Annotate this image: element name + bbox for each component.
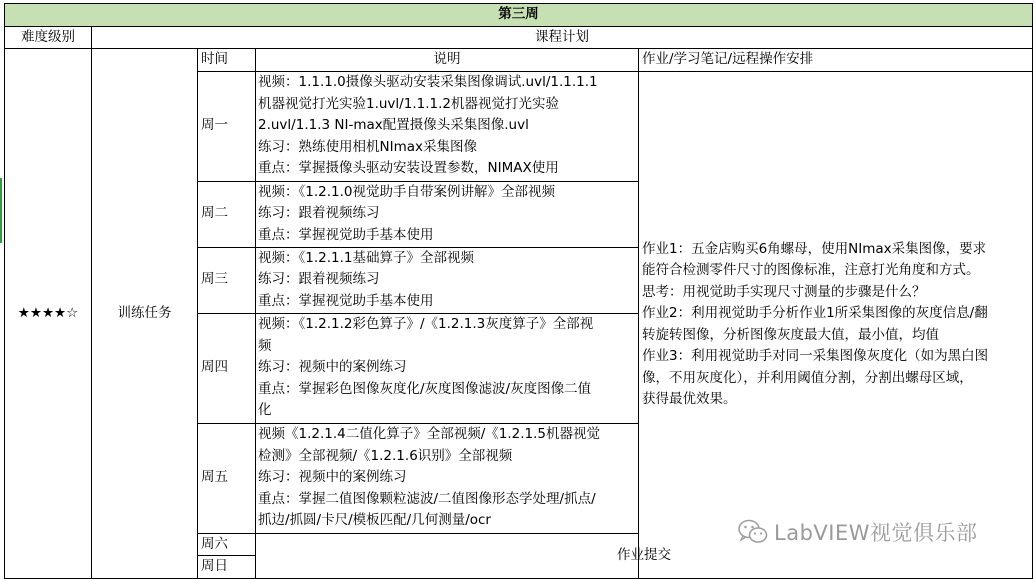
description-line: 练习：跟着视频练习 — [258, 205, 380, 222]
homework-line: 作业1：五金店购买6角螺母，使用NImax采集图像，要求 — [642, 240, 987, 257]
watermark — [738, 517, 978, 547]
course-plan-table — [4, 3, 1033, 579]
homework-line: 作业3：利用视觉助手对同一采集图像灰度化（如为黑白图 — [642, 348, 989, 364]
homework-line: 能符合检测零件尺寸的图像标准，注意打光角度和方式。 — [642, 262, 980, 278]
description-line: 练习：熟练使用相机NImax采集图像 — [258, 138, 477, 155]
header-row — [5, 26, 1033, 49]
day-description — [256, 423, 639, 533]
homework-line: 转旋转图像，分析图像灰度最大值，最小值，均值 — [642, 326, 939, 343]
description-line: 机器视觉打光实验1.uvl/1.1.1.2机器视觉打光实验 — [258, 95, 559, 112]
description-line: 重点：掌握摄像头驱动安装设置参数，NIMAX使用 — [258, 160, 559, 177]
description-line: 练习：视频中的案例练习 — [258, 359, 407, 376]
day-label: 周四 — [198, 313, 256, 423]
homework-line: 作业2：利用视觉助手分析作业1所采集图像的灰度信息/翻 — [642, 305, 988, 321]
wechat-icon — [738, 519, 768, 545]
day-label: 周日 — [198, 556, 256, 579]
description-line: 抓边/抓圆/卡尺/模板匹配/几何测量/ocr — [258, 512, 491, 529]
description-header: 说明 — [256, 49, 639, 72]
title-row — [5, 4, 1033, 27]
description-line: 视频：《1.2.1.0视觉助手自带案例讲解》全部视频 — [258, 183, 555, 200]
submit-homework: 作业提交 — [256, 533, 1033, 578]
day-description — [256, 71, 639, 181]
description-line: 频 — [258, 337, 272, 354]
homework-line: 思考：用视觉助手实现尺寸测量的步骤是什么？ — [642, 283, 926, 300]
description-line: 视频：1.1.1.0摄像头驱动安装采集图像调试.uvl/1.1.1.1 — [258, 74, 598, 91]
description-line: 视频《1.2.1.4二值化算子》全部视频/《1.2.1.5机器视觉 — [258, 426, 601, 443]
description-line: 视频：《1.2.1.1基础算子》全部视频 — [258, 249, 474, 266]
description-line: 重点：掌握二值图像颗粒滤波/二值图像形态学处理/抓点/ — [258, 490, 596, 507]
day-label: 周三 — [198, 247, 256, 313]
day-label: 周六 — [198, 533, 256, 556]
time-header: 时间 — [198, 49, 256, 72]
difficulty-stars: ★★★★☆ — [5, 49, 92, 579]
left-edge-marker — [0, 178, 2, 243]
description-line: 练习：跟着视频练习 — [258, 271, 380, 288]
description-line: 视频：《1.2.1.2彩色算子》/《1.2.1.3灰度算子》全部视 — [258, 316, 594, 333]
day-label: 周一 — [198, 71, 256, 181]
day-description — [256, 181, 639, 247]
homework-line: 像，不用灰度化），并利用阈值分割，分割出螺母区域， — [642, 369, 973, 386]
day-label: 周五 — [198, 423, 256, 533]
day-label: 周二 — [198, 181, 256, 247]
homework-cell — [639, 71, 1033, 578]
homework-header: 作业/学习笔记/远程操作安排 — [639, 49, 1033, 72]
description-line: 2.uvl/1.1.3 NI-max配置摄像头采集图像.uvl — [258, 117, 529, 134]
watermark-text: LabVIEW视觉俱乐部 — [774, 521, 978, 545]
description-line: 检测》全部视频/《1.2.1.6识别》全部视频 — [258, 447, 513, 464]
homework-line: 获得最优效果。 — [642, 391, 737, 407]
description-line: 化 — [258, 402, 272, 419]
week-title: 第三周 — [5, 4, 1033, 27]
day-description — [256, 313, 639, 423]
difficulty-header: 难度级别 — [5, 26, 92, 49]
task-type: 训练任务 — [92, 49, 198, 579]
course-plan-header: 课程计划 — [92, 26, 1033, 49]
subheader-row — [5, 49, 1033, 72]
description-line: 重点：掌握彩色图像灰度化/灰度图像滤波/灰度图像二值 — [258, 380, 592, 397]
description-line: 重点：掌握视觉助手基本使用 — [258, 226, 434, 243]
day-description — [256, 247, 639, 313]
description-line: 重点：掌握视觉助手基本使用 — [258, 292, 434, 309]
description-line: 练习：视频中的案例练习 — [258, 469, 407, 486]
